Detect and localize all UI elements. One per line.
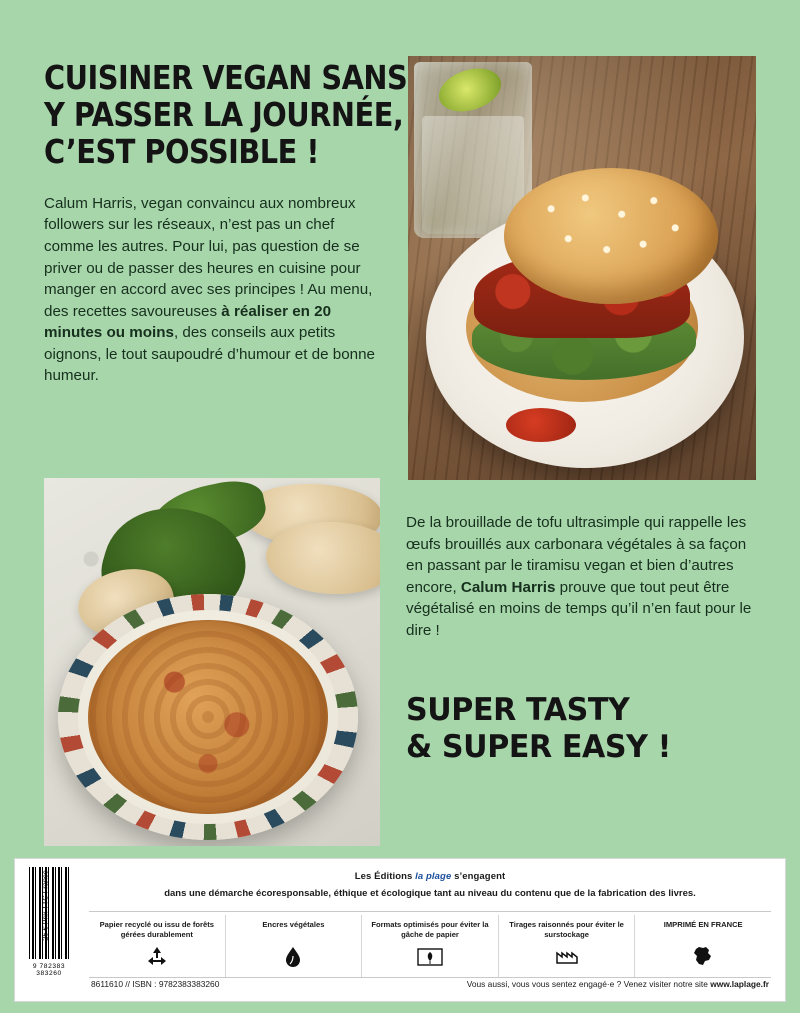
engagement-pillars (89, 915, 771, 977)
france-map-icon (641, 943, 765, 971)
isbn-text: 8611610 // ISBN : 9782383383260 (91, 979, 220, 989)
recycled-paper-icon (95, 943, 219, 971)
intro-text-before: Calum Harris, vegan convaincu aux nombreux followers sur les réseaux, n’est pas un chef comme les autres. Pour lui, pas question de se priver ou de passer des heures en cuisine pour manger en accord avec ses principes ! Au menu, des recettes savoureuses (44, 194, 373, 320)
headline-line-3: C’EST POSSIBLE ! (44, 131, 320, 171)
page-title (44, 58, 408, 171)
second-text-before: De la brouillade de tofu ultrasimple qui rappelle les œufs brouillés aux carbonara végétales à sa façon en passant par le tiramisu vegan et bien d’autres encore, (406, 514, 747, 596)
pillar-recycled-paper (89, 915, 226, 977)
footer-divider-top (89, 911, 771, 912)
intro-paragraph (44, 193, 384, 387)
publisher-logo: la plage (415, 871, 452, 882)
headline-line-2: Y PASSER LA JOURNÉE, (44, 94, 404, 134)
lime-slice (433, 61, 506, 119)
intro-text-bold: à réaliser en 20 minutes ou moins (44, 302, 332, 342)
headline-block (44, 58, 408, 387)
second-text-after: prouve que tout peut être végétalisé en moins de temps qu’il n’en faut pour le dire ! (406, 578, 752, 639)
ink-drop-icon (232, 943, 356, 971)
headline-line-1: CUISINER VEGAN SANS (44, 58, 408, 97)
pillar-label: Encres végétales (262, 920, 325, 929)
second-paragraph (406, 512, 754, 641)
barcode-area (19, 863, 79, 997)
footer-content (83, 859, 777, 1001)
pillar-label: Tirages raisonnés pour éviter le surstockage (509, 920, 624, 939)
pillar-optimised-format (362, 915, 499, 977)
sauce-drop (506, 408, 576, 442)
price-label: 25 € Prix TTC France (40, 870, 50, 941)
tagline-line-1: SUPER TASTY (406, 692, 630, 728)
hummus-bowl-photo (44, 478, 380, 846)
hummus-spread (88, 620, 328, 814)
tagline (406, 692, 755, 766)
barcode-digits: 9 782383 383260 (32, 963, 66, 977)
bagel-sandwich-photo (408, 56, 756, 480)
print-run-icon (505, 943, 629, 971)
pillar-label: Papier recyclé ou issu de forêts gérées durablement (99, 920, 214, 939)
engagement-subtitle: dans une démarche écoresponsable, éthique et écologique tant au niveau du contenu que de la fabrication des livres. (164, 888, 696, 899)
website-prompt: Vous aussi, vous vous sentez engagé·e ? Venez visiter notre site (466, 979, 711, 989)
engagement-title-after: s’engagent (454, 871, 506, 882)
publisher-footer (14, 858, 786, 1002)
engagement-title (83, 859, 777, 882)
footer-bottom-row (91, 979, 769, 989)
website-url[interactable]: www.laplage.fr (710, 979, 769, 989)
intro-text-after: , des conseils aux petits oignons, le tout saupoudré d’humour et de bonne humeur. (44, 324, 375, 385)
paper-format-icon (368, 943, 492, 971)
pillar-printed-in-france (635, 915, 771, 977)
sesame-bagel-top (504, 168, 718, 304)
footer-divider-bottom (89, 977, 771, 978)
author-name: Calum Harris (460, 578, 556, 596)
pillar-label: IMPRIMÉ EN FRANCE (663, 920, 743, 929)
pillar-vegetable-ink (226, 915, 363, 977)
pillar-print-runs (499, 915, 636, 977)
patterned-bowl (58, 594, 358, 840)
tagline-line-2: & SUPER EASY ! (406, 729, 671, 766)
engagement-title-before: Les Éditions (354, 871, 413, 882)
pillar-label: Formats optimisés pour éviter la gâche de papier (371, 920, 489, 939)
website-line (467, 979, 769, 989)
